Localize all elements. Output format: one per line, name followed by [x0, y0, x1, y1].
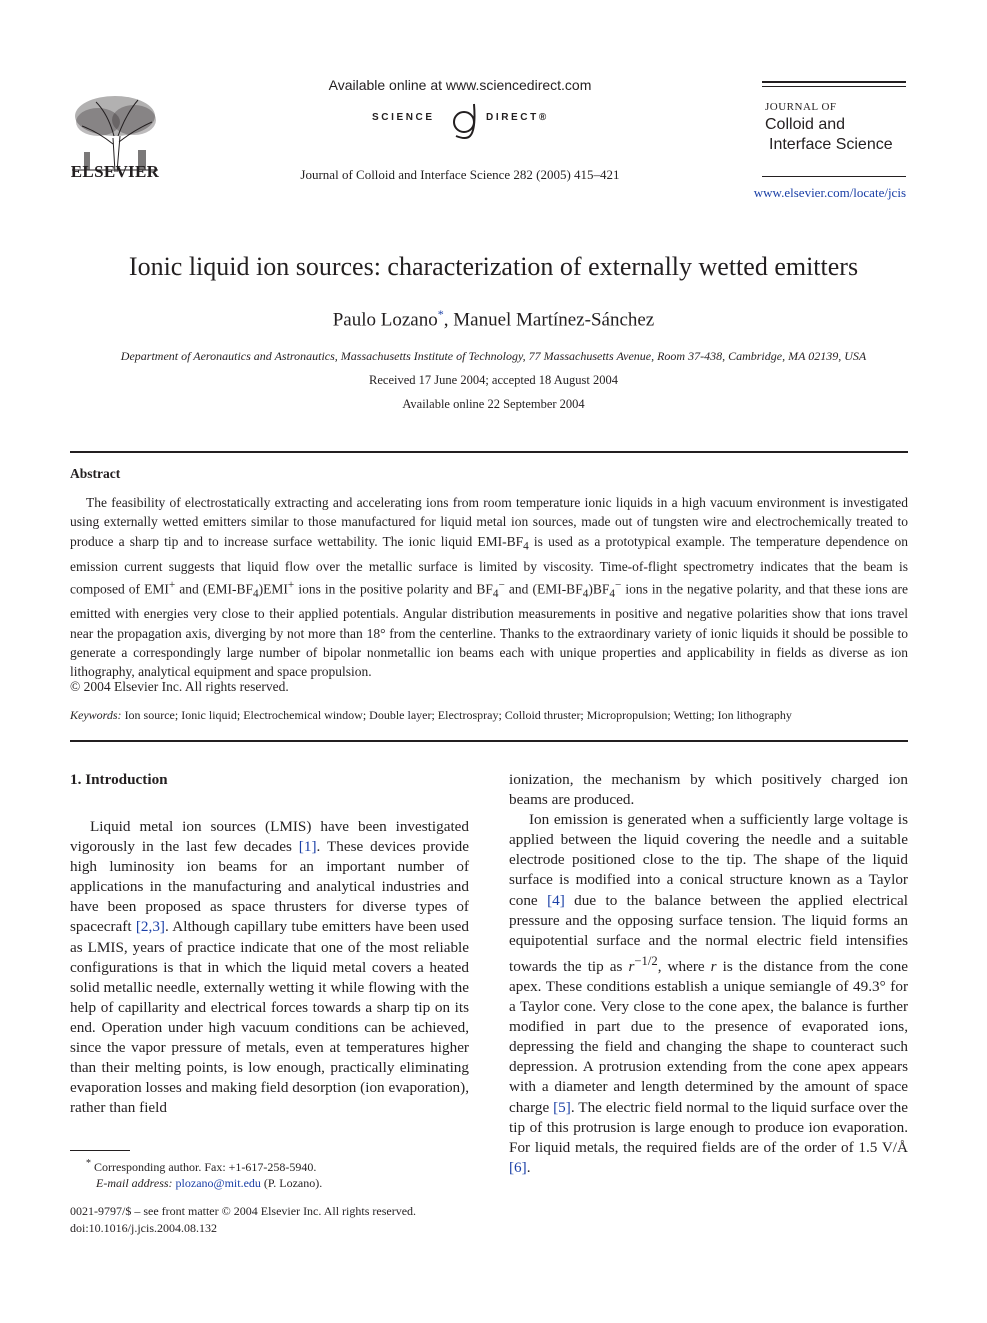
keywords	[70, 708, 908, 723]
email-link[interactable]: plozano@mit.edu	[175, 1176, 261, 1190]
author-list	[40, 307, 947, 331]
journal-url-link[interactable]: www.elsevier.com/locate/jcis	[753, 185, 906, 200]
journal-of-label: JOURNAL OF	[765, 101, 837, 113]
abstract-body: The feasibility of electrostatically extracting and accelerating ions from room temperature ionic liquids in a high vacuum environment is investigated using externally wetted emitters similar to those manufactured for liquid metal ion sources, made out of tungsten wire and electrochemically treated to produce a sharp tip and to increase surface wettability. The ionic liquid EMI-$BF_4$ is used as a prototypical example. The temperature dependence on emission current suggests that liquid flow over the metallic surface is limited by viscosity. Time-of-flight spectrometry indicates that the beam is composed of EMI+ and $(EMI-BF_4)EMI^+$ ions in the positive polarity and $BF_4^-$ and $(EMI-BF_4)BF_4^-$ ions in the negative polarity, and that these ions are emitted with energies very close to their applied potentials. Angular distribution measurements in positive and negative polarities show that ions travel near the propagation axis, diverging by not more than 18° from the centerline. Thanks to the extraordinary variety of ionic liquids it should be possible to generate a correspondingly large number of bipolar nonmetallic ion beams each with unique properties and applicability in fields as diverse as ion lithography, analytical equipment and space propulsion.	[70, 495, 908, 680]
journal-name-line1: Colloid and	[765, 116, 846, 133]
affiliation: Department of Aeronautics and Astronautics, Massachusetts Institute of Technology, 77 Massachusetts Avenue, Room 37-438, Cambridge, MA 02139, USA	[120, 349, 867, 363]
keywords-list: Ion source; Ionic liquid; Electrochemical window; Double layer; Electrospray; Colloid thruster; Micropropulsion; Wetting; Ion lithography	[121, 708, 792, 722]
journal-rule	[762, 176, 906, 177]
keywords-label: Keywords:	[70, 708, 122, 722]
reference-link[interactable]: [2,3]	[135, 918, 165, 936]
sciencedirect-word-left: SCIENCE	[372, 112, 435, 123]
article-title: Ionic liquid ion sources: characterization of externally wetted emitters	[128, 252, 859, 281]
reference-link[interactable]: [4]	[547, 891, 565, 909]
reference-link[interactable]: [5]	[553, 1098, 571, 1116]
divider	[70, 740, 908, 742]
author-name: , Manuel Martínez-Sánchez	[443, 309, 655, 331]
corresponding-mark-link[interactable]: *	[437, 307, 444, 321]
body-column-right: ionization, the mechanism by which positively charged ion beams are produced. Ion emission is generated when a sufficiently large voltage is applied between the liquid covering the needle and a suitable electrode positioned close to the tip. The shape of the liquid surface is modified into a conical structure known as a Taylor cone [4] due to the balance between the applied electrical pressure and the opposing surface tension. The liquid forms an equipotential surface and the normal electric field intensifies towards the tip as $r^{-1/2}$, where r is the distance from the cone apex. These conditions establish a unique semiangle of 49.3° for a Taylor cone. Very close to the cone apex, the balance is further modified in part due to the presence of evaporated ions, depressing the field and changing the shape to counteract such depression. A protrusion extending from the cone apex appears with a diameter and length determined by the amount of space charge [5]. The electric field normal to the liquid surface over the tip of this protrusion is large enough to produce ion evaporation. For liquid metals, the required fields are of the order of 1.5 V/Å [6].	[509, 771, 908, 1176]
reference-link[interactable]: [1]	[298, 838, 317, 856]
journal-name-line2: Interface Science	[769, 136, 893, 153]
publisher-name: ELSEVIER	[70, 162, 160, 181]
received-dates: Received 17 June 2004; accepted 18 August 2004	[369, 373, 618, 387]
journal-citation: Journal of Colloid and Interface Science 282 (2005) 415–421	[300, 167, 620, 182]
available-online-text: Available online at www.sciencedirect.com	[328, 77, 592, 93]
footnote-issn-doi: 0021-9797/$ – see front matter © 2004 Elsevier Inc. All rights reserved. doi:10.1016/j.jcis.2004.08.132	[70, 1204, 417, 1235]
section-heading: 1. Introduction	[70, 771, 168, 788]
available-online-date: Available online 22 September 2004	[402, 397, 585, 411]
footnote-rule	[70, 1150, 130, 1151]
journal-rule	[762, 86, 906, 87]
author-name: Paulo Lozano	[332, 309, 438, 331]
sciencedirect-word-right: DIRECT®	[486, 112, 549, 123]
footnote-corresponding: * Corresponding author. Fax: +1-617-258-5940. E-mail address: plozano@mit.edu (P. Lozano).	[86, 1158, 323, 1190]
body-column-left: Liquid metal ion sources (LMIS) have been investigated vigorously in the last few decades [1]. These devices provide high luminosity ion beams for an important number of applications in the manufacturing and analytical industries and have been proposed as space thrusters for diverse types of spacecraft [2,3]. Although capillary tube emitters have been used as LMIS, years of practice indicate that one of the most reliable configurations is that in which the liquid metal covers a heated solid metallic needle, externally wetting it while flowing with the help of capillarity and electrical forces towards a sharp tip on its end. Operation under high vacuum conditions can be achieved, since the vapor pressure of metals, even at temperatures higher than their melting points, is low enough, practically eliminating evaporation losses and making field desorption (ion evaporation), rather than field	[70, 818, 469, 1117]
abstract-heading: Abstract	[70, 466, 121, 481]
divider	[70, 451, 908, 453]
journal-rule	[762, 81, 906, 83]
reference-link[interactable]: [6]	[509, 1158, 527, 1176]
abstract-copyright: © 2004 Elsevier Inc. All rights reserved.	[70, 679, 289, 694]
